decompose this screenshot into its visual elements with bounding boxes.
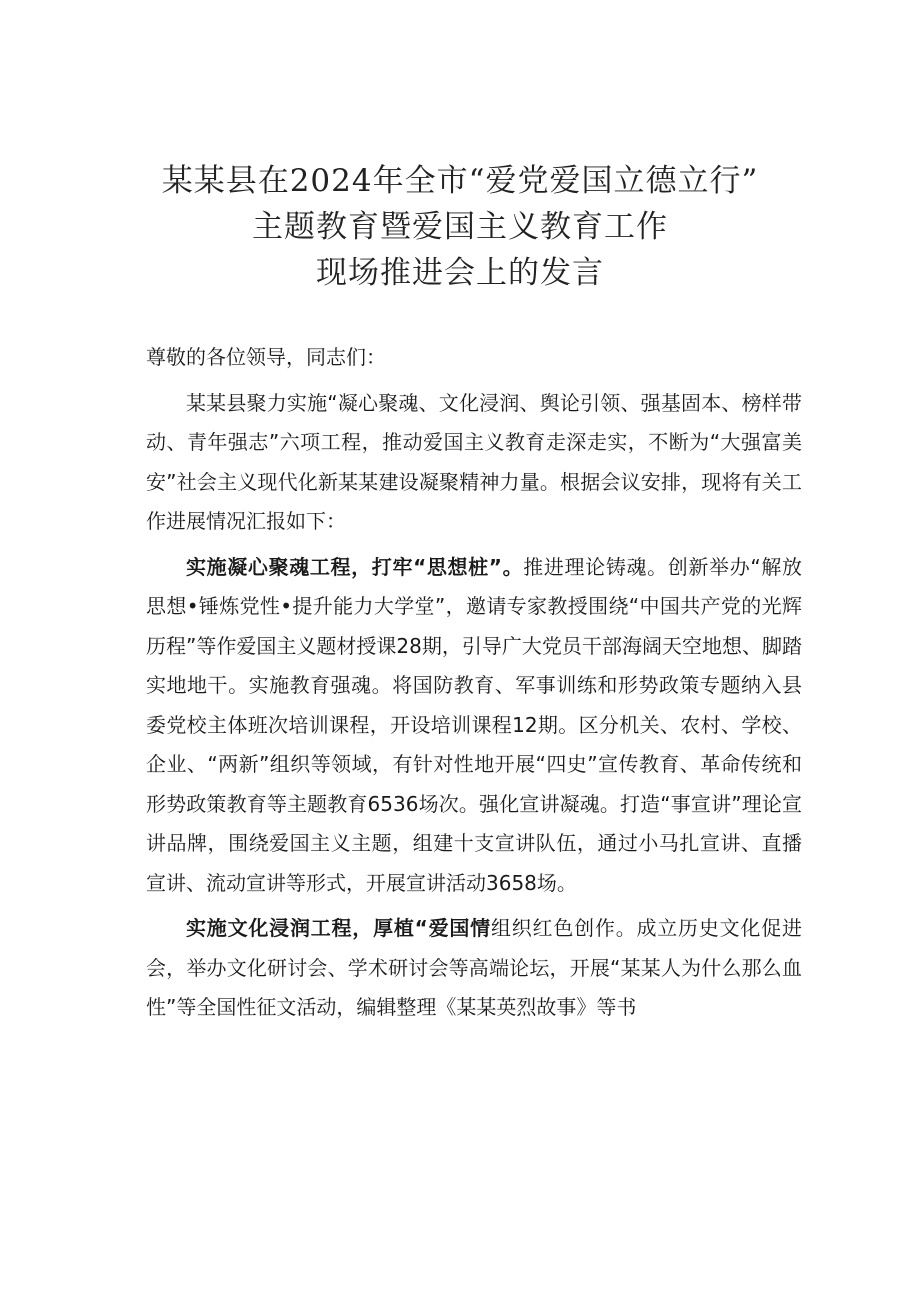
- title-line-2: 主题教育暨爱国主义教育工作: [252, 209, 668, 245]
- section-1-paragraph: [146, 548, 802, 904]
- section-2-paragraph: [146, 909, 802, 1028]
- intro-paragraph: 某某县聚力实施“凝心聚魂、文化浸润、舆论引领、强基固本、榜样带动、青年强志”六项工程，推动爱国主义教育走深走实，不断为“大强富美安”社会主义现代化新某某建设凝聚精神力量。根据会议安排，现将有关工作进展情况汇报如下：: [146, 390, 802, 533]
- section-1-text: 推进理论铸魂。创新举办“解放思想•锤炼党性•提升能力大学堂”，邀请专家教授围绕“中国共产党的光辉历程”等作爱国主义题材授课28期，引导广大党员干部海阔天空地想、脚踏实地地干。实施教育强魂。将国防教育、军事训练和形势政策专题纳入县委党校主体班次培训课程，开设培训课程12期。区分机关、农村、学校、企业、“两新”组织等领域，有针对性地开展“四史”宣传教育、革命传统和形势政策教育等主题教育6536场次。强化宣讲凝魂。打造“事宣讲”理论宣讲品牌，围绕爱国主义主题，组建十支宣讲队伍，通过小马扎宣讲、直播宣讲、流动宣讲等形式，开展宣讲活动3658场。: [146, 554, 802, 895]
- section-2-text: 组织红色创作。成立历史文化促进会，举办文化研讨会、学术研讨会等高端论坛，开展“某某人为什么那么血性”等全国性征文活动，编辑整理《某某英烈故事》等书: [146, 916, 802, 1019]
- section-1-heading: 实施凝心聚魂工程，打牢“思想桩”。: [186, 554, 524, 579]
- title-line-3: 现场推进会上的发言: [316, 255, 604, 291]
- document-title: [100, 158, 820, 296]
- greeting: 尊敬的各位领导，同志们：: [146, 345, 386, 369]
- title-line-1: 某某县在2024年全市“爱党爱国立德立行”: [161, 163, 759, 199]
- document-body: [146, 338, 802, 1034]
- section-2-heading: 实施文化浸润工程，厚植“爱国情: [186, 916, 491, 940]
